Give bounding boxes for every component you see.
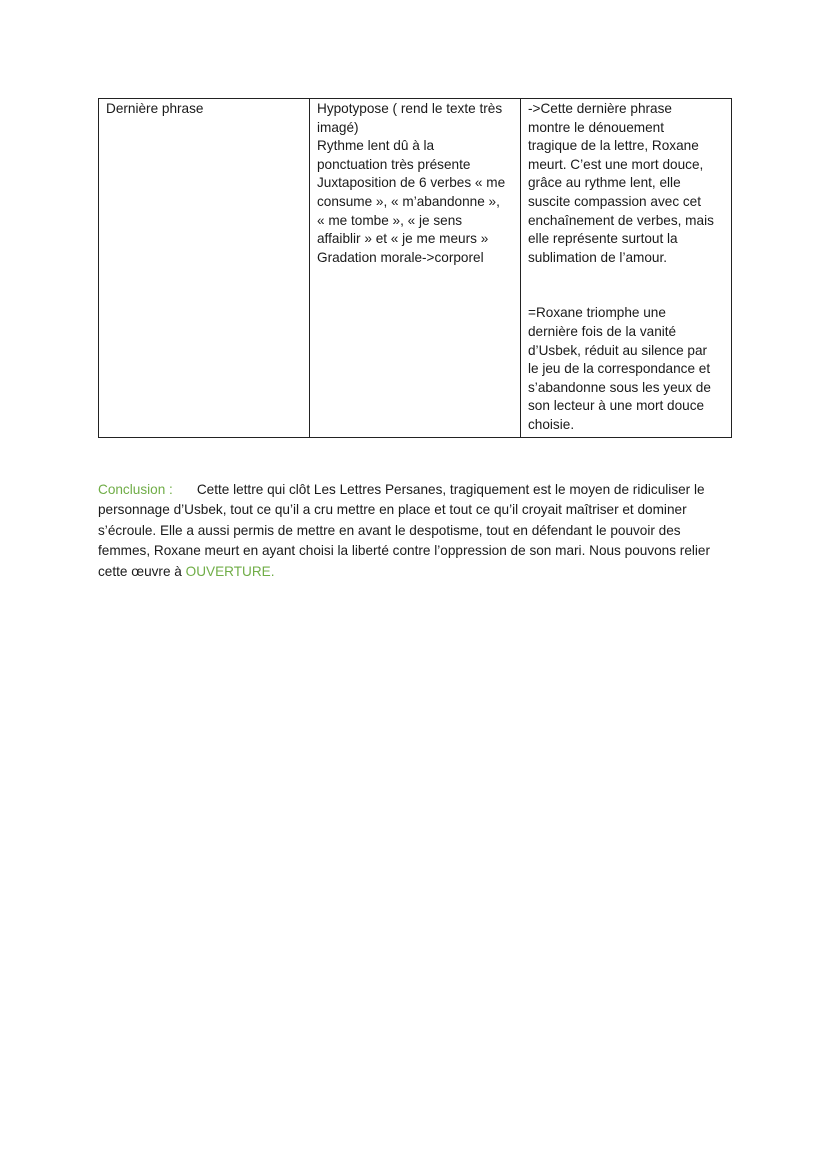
interpretation-line: s’abandonne sous les yeux de	[528, 379, 711, 395]
table-row	[99, 99, 732, 438]
interpretation-line: enchaînement de verbes, mais	[528, 212, 714, 228]
interpretation-line: d’Usbek, réduit au silence par	[528, 342, 708, 358]
conclusion-text: Cette lettre qui clôt Les Lettres Persanes, tragiquement est le moyen de ridiculiser le personnage d’Usbek, tout ce qu’il a cru mettre en place et tout ce qu’il croyait maîtriser et dominer s’écroule. Elle a aussi permis de mettre en avant le despotisme, tout en défendant le pouvoir des femmes, Roxane meurt en ayant choisi la liberté contre l’oppression de son mari. Nous pouvons relier cette œuvre à	[98, 481, 711, 579]
interpretation-line: son lecteur à une mort douce	[528, 398, 705, 414]
interpretation-line: choisie.	[528, 416, 575, 432]
conclusion-label: Conclusion :	[98, 481, 173, 497]
figure-cell	[99, 99, 310, 438]
interpretation-line: montre le dénouement	[528, 119, 665, 135]
interpretation-line: suscite compassion avec cet	[528, 193, 702, 209]
paragraph-spacer	[528, 267, 724, 304]
ouverture-label: OUVERTURE.	[185, 563, 275, 579]
procedes-line: ponctuation très présente	[317, 156, 471, 172]
figure-label: Dernière phrase	[106, 101, 204, 116]
interpretation-line: tragique de la lettre, Roxane	[528, 138, 699, 154]
procedes-cell	[310, 99, 521, 438]
procedes-line: Rythme lent dû à la	[317, 138, 435, 154]
procedes-line: affaiblir » et « je me meurs »	[317, 231, 489, 247]
interpretation-line: elle représente surtout la	[528, 231, 678, 247]
interpretation-line: ->Cette dernière phrase	[528, 101, 672, 116]
interpretation-line: meurt. C’est une mort douce,	[528, 156, 704, 172]
procedes-line: « me tombe », « je sens	[317, 212, 463, 228]
interpretation-cell	[521, 99, 732, 438]
procedes-line: Juxtaposition de 6 verbes « me	[317, 175, 506, 191]
interpretation-line: grâce au rythme lent, elle	[528, 175, 681, 191]
interpretation-line: =Roxane triomphe une	[528, 305, 666, 321]
procedes-line: Gradation morale->corporel	[317, 249, 484, 265]
analysis-table	[98, 98, 732, 438]
interpretation-line: sublimation de l’amour.	[528, 249, 668, 265]
procedes-line: Hypotypose ( rend le texte très	[317, 101, 503, 116]
interpretation-line: dernière fois de la vanité	[528, 323, 677, 339]
procedes-line: imagé)	[317, 119, 359, 135]
procedes-line: consume », « m’abandonne »,	[317, 193, 500, 209]
interpretation-line: le jeu de la correspondance et	[528, 361, 711, 377]
conclusion-paragraph	[98, 480, 730, 583]
